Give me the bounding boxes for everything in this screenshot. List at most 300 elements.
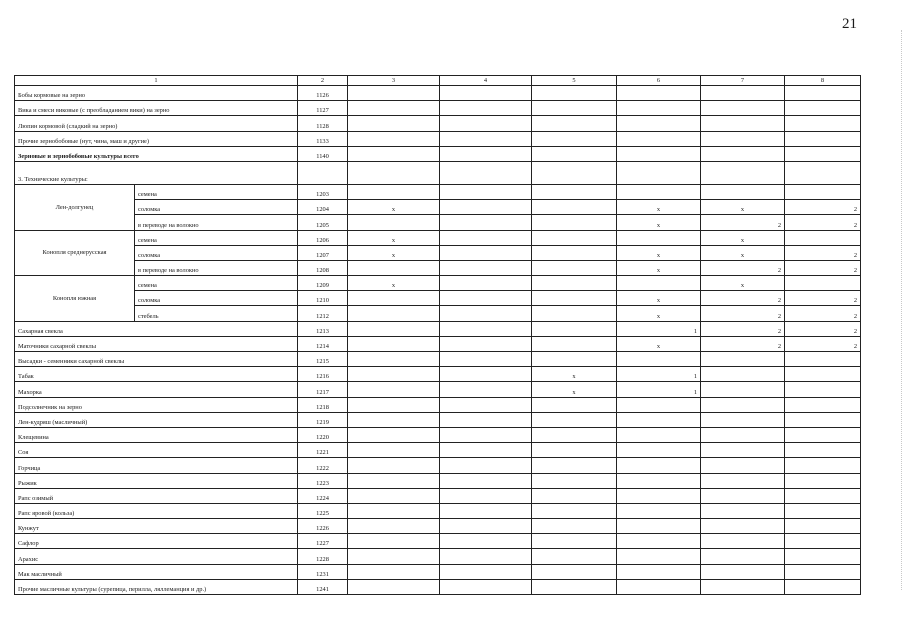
row-cell — [532, 215, 617, 230]
row-cell — [532, 458, 617, 473]
row-cell — [348, 352, 440, 367]
row-cell — [617, 146, 701, 161]
row-code: 1227 — [298, 534, 348, 549]
row-cell — [617, 503, 701, 518]
row-cell — [785, 473, 861, 488]
row-code: 1204 — [298, 200, 348, 215]
row-cell — [785, 146, 861, 161]
row-code: 1224 — [298, 488, 348, 503]
row-cell — [532, 230, 617, 245]
row-cell — [348, 473, 440, 488]
sub-label: соломка — [135, 245, 298, 260]
header-col-7: 7 — [701, 76, 785, 86]
row-cell — [348, 549, 440, 564]
row-cell — [532, 200, 617, 215]
row-cell — [532, 397, 617, 412]
row-cell — [701, 382, 785, 397]
table-row — [15, 86, 861, 101]
header-col-1: 1 — [15, 76, 298, 86]
table-row — [15, 245, 861, 260]
row-cell — [348, 427, 440, 442]
table-row — [15, 473, 861, 488]
header-row — [15, 76, 861, 86]
row-cell — [785, 412, 861, 427]
row-cell — [440, 161, 532, 184]
row-cell — [440, 146, 532, 161]
row-cell — [440, 291, 532, 306]
row-cell — [701, 352, 785, 367]
row-cell — [532, 579, 617, 594]
row-code: 1217 — [298, 382, 348, 397]
row-label: Высадки - семенники сахарной свеклы — [15, 352, 298, 367]
row-cell: x — [617, 245, 701, 260]
row-cell — [617, 131, 701, 146]
row-cell: 1 — [617, 367, 701, 382]
row-code: 1212 — [298, 306, 348, 321]
table-row — [15, 488, 861, 503]
row-cell — [532, 260, 617, 275]
table-row — [15, 131, 861, 146]
row-cell — [532, 291, 617, 306]
row-cell — [701, 503, 785, 518]
row-cell — [532, 321, 617, 336]
sub-label: в переводе на волокно — [135, 260, 298, 275]
row-code: 1221 — [298, 443, 348, 458]
row-cell — [785, 549, 861, 564]
row-cell — [785, 86, 861, 101]
row-label: Рапс озимый — [15, 488, 298, 503]
header-col-3: 3 — [348, 76, 440, 86]
row-code: 1225 — [298, 503, 348, 518]
row-code: 1223 — [298, 473, 348, 488]
row-code: 1228 — [298, 549, 348, 564]
row-cell — [440, 458, 532, 473]
row-cell: x — [532, 382, 617, 397]
row-code: 1208 — [298, 260, 348, 275]
row-cell — [440, 503, 532, 518]
row-cell: x — [701, 245, 785, 260]
row-cell — [532, 131, 617, 146]
row-cell — [440, 352, 532, 367]
table-row — [15, 458, 861, 473]
row-cell — [701, 458, 785, 473]
table-row — [15, 367, 861, 382]
row-cell — [348, 443, 440, 458]
row-cell — [532, 184, 617, 199]
row-cell — [348, 519, 440, 534]
row-cell: x — [617, 200, 701, 215]
row-cell — [785, 503, 861, 518]
row-code: 1231 — [298, 564, 348, 579]
row-code: 1218 — [298, 397, 348, 412]
table-row — [15, 215, 861, 230]
table-row — [15, 427, 861, 442]
row-cell — [440, 397, 532, 412]
row-cell — [440, 131, 532, 146]
row-cell — [617, 458, 701, 473]
row-cell — [701, 184, 785, 199]
row-cell — [440, 427, 532, 442]
row-cell — [532, 488, 617, 503]
row-cell: x — [701, 200, 785, 215]
row-cell — [785, 276, 861, 291]
row-cell — [440, 549, 532, 564]
row-label: Кунжут — [15, 519, 298, 534]
row-cell — [701, 101, 785, 116]
row-label: Вика и смеси виковые (с преобладанием вики) на зерно — [15, 101, 298, 116]
row-cell — [440, 245, 532, 260]
row-cell: 2 — [785, 200, 861, 215]
row-cell — [532, 352, 617, 367]
row-cell: 2 — [785, 321, 861, 336]
row-code: 1220 — [298, 427, 348, 442]
row-cell: x — [348, 230, 440, 245]
row-cell — [440, 488, 532, 503]
row-label: Табак — [15, 367, 298, 382]
row-cell — [701, 131, 785, 146]
table-row — [15, 321, 861, 336]
row-code: 1219 — [298, 412, 348, 427]
sub-label: семена — [135, 230, 298, 245]
row-label: Зерновые и зернобобовые культуры всего — [15, 146, 298, 161]
row-cell — [348, 131, 440, 146]
header-col-4: 4 — [440, 76, 532, 86]
row-cell — [617, 116, 701, 131]
row-cell: x — [617, 306, 701, 321]
row-code: 1126 — [298, 86, 348, 101]
table-row — [15, 549, 861, 564]
table-row — [15, 579, 861, 594]
scan-edge — [901, 30, 903, 590]
row-cell — [440, 260, 532, 275]
row-cell — [785, 443, 861, 458]
row-cell — [617, 230, 701, 245]
row-code: 1206 — [298, 230, 348, 245]
row-cell: x — [617, 336, 701, 351]
row-cell — [532, 245, 617, 260]
row-cell — [532, 116, 617, 131]
table-row — [15, 184, 861, 199]
row-code: 1140 — [298, 146, 348, 161]
row-cell — [785, 352, 861, 367]
row-cell: x — [617, 260, 701, 275]
row-cell — [348, 86, 440, 101]
row-cell — [348, 397, 440, 412]
row-label: Подсолнечник на зерно — [15, 397, 298, 412]
row-code: 1203 — [298, 184, 348, 199]
row-cell — [348, 161, 440, 184]
row-cell — [532, 101, 617, 116]
row-cell — [617, 86, 701, 101]
header-col-8: 8 — [785, 76, 861, 86]
table-row — [15, 519, 861, 534]
row-cell: 2 — [785, 291, 861, 306]
row-cell: 2 — [785, 306, 861, 321]
row-cell — [532, 503, 617, 518]
row-cell — [532, 336, 617, 351]
row-cell — [701, 367, 785, 382]
row-cell — [617, 443, 701, 458]
row-cell: x — [701, 230, 785, 245]
row-cell — [532, 146, 617, 161]
row-cell — [532, 564, 617, 579]
row-cell: 2 — [785, 336, 861, 351]
row-cell: 2 — [785, 245, 861, 260]
sub-label: в переводе на волокно — [135, 215, 298, 230]
row-cell — [532, 443, 617, 458]
row-cell — [701, 488, 785, 503]
row-label: Маточники сахарной свеклы — [15, 336, 298, 351]
row-cell — [532, 549, 617, 564]
table-row — [15, 397, 861, 412]
row-code: 1133 — [298, 131, 348, 146]
row-label: Арахис — [15, 549, 298, 564]
row-label: Бобы кормовые на зерно — [15, 86, 298, 101]
row-label: Сахарная свекла — [15, 321, 298, 336]
row-cell — [785, 519, 861, 534]
row-cell — [348, 458, 440, 473]
row-cell — [532, 427, 617, 442]
row-label: Горчица — [15, 458, 298, 473]
group-label: Конопля среднерусская — [15, 230, 135, 276]
sub-label: соломка — [135, 200, 298, 215]
row-code: 1241 — [298, 579, 348, 594]
row-cell — [348, 101, 440, 116]
row-cell — [348, 564, 440, 579]
table-row — [15, 534, 861, 549]
row-cell — [348, 116, 440, 131]
table-row — [15, 260, 861, 275]
row-cell — [701, 427, 785, 442]
row-cell — [440, 412, 532, 427]
row-cell — [617, 101, 701, 116]
row-cell — [440, 473, 532, 488]
row-cell — [617, 276, 701, 291]
row-code: 1222 — [298, 458, 348, 473]
row-cell — [785, 397, 861, 412]
row-label: Сафлор — [15, 534, 298, 549]
row-code: 1215 — [298, 352, 348, 367]
row-cell — [785, 184, 861, 199]
row-cell — [440, 86, 532, 101]
row-cell — [348, 306, 440, 321]
row-cell — [617, 579, 701, 594]
row-cell — [617, 184, 701, 199]
table-row — [15, 146, 861, 161]
row-cell — [617, 397, 701, 412]
row-cell — [785, 382, 861, 397]
sub-label: семена — [135, 184, 298, 199]
row-label: Мак масличный — [15, 564, 298, 579]
group-label: Конопля южная — [15, 276, 135, 322]
row-cell: x — [348, 245, 440, 260]
row-cell — [532, 161, 617, 184]
row-cell — [785, 458, 861, 473]
row-cell: 1 — [617, 321, 701, 336]
row-cell — [785, 101, 861, 116]
row-cell — [532, 519, 617, 534]
row-cell — [701, 519, 785, 534]
row-cell: 2 — [701, 291, 785, 306]
section-row — [15, 161, 861, 184]
table-row — [15, 336, 861, 351]
table-row — [15, 116, 861, 131]
row-code: 1210 — [298, 291, 348, 306]
row-cell — [532, 534, 617, 549]
header-col-2: 2 — [298, 76, 348, 86]
row-cell: x — [617, 291, 701, 306]
table-row — [15, 564, 861, 579]
row-cell — [532, 473, 617, 488]
row-cell — [785, 579, 861, 594]
table-row — [15, 291, 861, 306]
row-cell — [440, 443, 532, 458]
row-label: Соя — [15, 443, 298, 458]
row-cell — [440, 519, 532, 534]
row-label: Рыжик — [15, 473, 298, 488]
row-cell — [617, 549, 701, 564]
row-cell — [440, 534, 532, 549]
row-cell: 1 — [617, 382, 701, 397]
row-cell — [440, 116, 532, 131]
row-cell — [532, 276, 617, 291]
row-cell — [785, 131, 861, 146]
row-label: Люпин кормовой (сладкий на зерно) — [15, 116, 298, 131]
row-cell — [701, 549, 785, 564]
row-cell — [440, 215, 532, 230]
table-row — [15, 412, 861, 427]
row-cell — [532, 306, 617, 321]
row-code: 1216 — [298, 367, 348, 382]
row-label: Прочие масличные культуры (сурепица, перилла, ляллеманция и др.) — [15, 579, 298, 594]
row-cell — [348, 534, 440, 549]
row-cell — [440, 306, 532, 321]
row-code: 1209 — [298, 276, 348, 291]
row-label: Лен-кудряш (масличный) — [15, 412, 298, 427]
sub-label: семена — [135, 276, 298, 291]
row-cell — [440, 230, 532, 245]
sub-label: стебель — [135, 306, 298, 321]
table-row — [15, 230, 861, 245]
page-number: 21 — [842, 16, 857, 32]
row-cell — [440, 321, 532, 336]
row-label: Клещевина — [15, 427, 298, 442]
table-body — [15, 76, 861, 595]
row-code: 1213 — [298, 321, 348, 336]
section-title: 3. Технические культуры: — [15, 161, 298, 184]
row-cell — [701, 443, 785, 458]
row-cell — [348, 367, 440, 382]
row-cell: x — [701, 276, 785, 291]
row-cell — [348, 184, 440, 199]
row-cell: 2 — [701, 306, 785, 321]
row-cell — [440, 200, 532, 215]
row-cell — [617, 564, 701, 579]
row-code: 1205 — [298, 215, 348, 230]
row-cell — [701, 564, 785, 579]
row-cell — [785, 427, 861, 442]
row-cell — [348, 336, 440, 351]
row-cell — [440, 367, 532, 382]
row-cell — [617, 427, 701, 442]
row-cell — [348, 260, 440, 275]
row-cell — [701, 116, 785, 131]
row-cell — [348, 412, 440, 427]
row-code: 1127 — [298, 101, 348, 116]
row-code: 1207 — [298, 245, 348, 260]
row-code: 1214 — [298, 336, 348, 351]
row-cell — [440, 336, 532, 351]
row-cell — [348, 488, 440, 503]
row-cell — [701, 86, 785, 101]
row-cell — [440, 579, 532, 594]
row-cell — [348, 382, 440, 397]
table-row — [15, 352, 861, 367]
table-row — [15, 306, 861, 321]
row-cell: x — [617, 215, 701, 230]
row-cell — [617, 352, 701, 367]
row-cell: 2 — [701, 321, 785, 336]
table-row — [15, 200, 861, 215]
row-code: 1128 — [298, 116, 348, 131]
row-cell — [348, 503, 440, 518]
row-cell — [785, 116, 861, 131]
row-cell — [348, 215, 440, 230]
row-cell — [701, 161, 785, 184]
row-cell — [348, 146, 440, 161]
row-cell: 2 — [785, 215, 861, 230]
header-col-5: 5 — [532, 76, 617, 86]
row-cell — [440, 564, 532, 579]
row-cell: x — [348, 276, 440, 291]
row-cell — [532, 412, 617, 427]
row-cell — [440, 184, 532, 199]
row-cell — [532, 86, 617, 101]
table-row — [15, 276, 861, 291]
row-cell — [785, 367, 861, 382]
row-cell — [701, 397, 785, 412]
row-cell — [701, 412, 785, 427]
section-code — [298, 161, 348, 184]
sub-label: соломка — [135, 291, 298, 306]
row-cell — [617, 534, 701, 549]
row-cell — [440, 276, 532, 291]
row-cell — [617, 519, 701, 534]
row-label: Рапс яровой (кольза) — [15, 503, 298, 518]
row-cell — [617, 412, 701, 427]
row-cell: x — [532, 367, 617, 382]
row-cell — [785, 488, 861, 503]
row-cell: 2 — [701, 260, 785, 275]
row-cell — [701, 146, 785, 161]
row-cell — [701, 579, 785, 594]
table-row — [15, 382, 861, 397]
row-cell — [617, 473, 701, 488]
row-cell: 2 — [701, 215, 785, 230]
row-cell — [701, 473, 785, 488]
table-row — [15, 503, 861, 518]
row-cell — [440, 382, 532, 397]
row-label: Махорка — [15, 382, 298, 397]
row-cell — [440, 101, 532, 116]
row-cell — [617, 488, 701, 503]
row-cell — [348, 291, 440, 306]
row-code: 1226 — [298, 519, 348, 534]
row-cell — [617, 161, 701, 184]
row-cell: x — [348, 200, 440, 215]
row-cell — [348, 321, 440, 336]
row-cell: 2 — [785, 260, 861, 275]
